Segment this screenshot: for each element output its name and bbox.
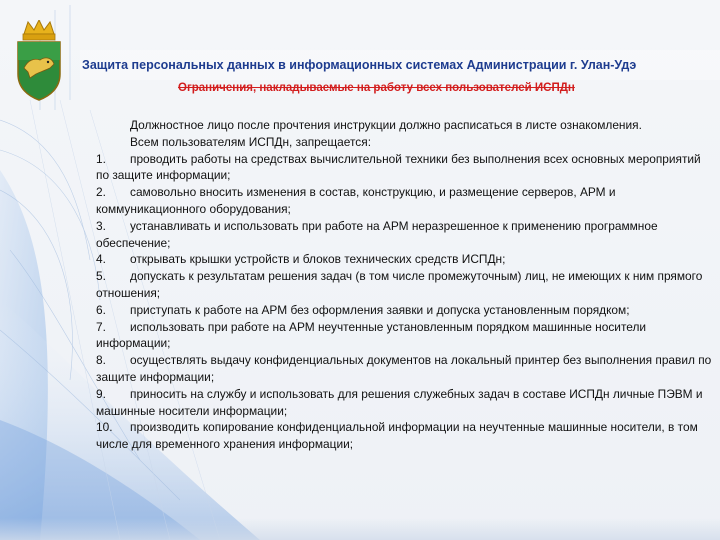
list-item-number: 9. xyxy=(96,386,106,401)
list-item-text: открывать крышки устройств и блоков технических средств ИСПДн; xyxy=(130,252,506,267)
list-item-text: допускать к результатам решения задач (в том числе промежуточным) лиц, не имеющих к ним прямого отношения; xyxy=(96,269,703,300)
list-item-text: производить копирование конфиденциальной информации на неучтенные машинные носители, в том числе для временного хранения информации; xyxy=(96,420,698,452)
section-subtitle: Ограничения, накладываемые на работу всех пользователей ИСПДн xyxy=(178,82,575,94)
intro-paragraph: Должностное лицо после прочтения инструкции должно расписаться в листе ознакомления. xyxy=(130,118,642,132)
footer-stripe xyxy=(0,518,720,540)
list-item-number: 2. xyxy=(96,185,106,200)
list-item xyxy=(96,386,712,420)
list-item xyxy=(96,218,712,252)
list-item-text: проводить работы на средствах вычислительной техники без выполнения всех основных мероприятий по защите информации; xyxy=(96,151,701,183)
instruction-text xyxy=(96,117,712,453)
city-emblem-icon xyxy=(10,20,68,102)
list-item-text: осуществлять выдачу конфиденциальных документов на локальный принтер без выполнения правил по защите информации; xyxy=(96,353,712,384)
list-item xyxy=(96,419,712,453)
list-item xyxy=(96,151,712,185)
list-item-number: 6. xyxy=(96,302,106,317)
list-item-text: самовольно вносить изменения в состав, конструкцию, и размещение серверов, АРМ и коммуникационного оборудования; xyxy=(96,185,616,216)
list-item-number: 10. xyxy=(96,420,113,435)
list-item xyxy=(96,319,712,353)
list-item xyxy=(96,302,712,319)
list-item-text: устанавливать и использовать при работе на АРМ неразрешенное к применению программное обеспечение; xyxy=(96,218,658,250)
list-item-text: приступать к работе на АРМ без оформления заявки и допуска установленным порядком; xyxy=(130,302,630,317)
list-item-number: 1. xyxy=(96,151,106,166)
page-title: Защита персональных данных в информационных системах Администрации г. Улан-Удэ xyxy=(82,58,637,72)
list-item-number: 4. xyxy=(96,252,106,267)
list-item-number: 7. xyxy=(96,319,106,334)
prohibited-list xyxy=(96,151,712,453)
list-item xyxy=(96,251,712,268)
prohibited-intro: Всем пользователям ИСПДн, запрещается: xyxy=(130,134,371,149)
list-item-text: использовать при работе на АРМ неучтенные установленным порядком машинные носители информации; xyxy=(96,319,647,351)
list-item-number: 8. xyxy=(96,353,106,368)
list-item-number: 5. xyxy=(96,269,106,284)
list-item xyxy=(96,268,712,302)
list-item-text: приносить на службу и использовать для решения служебных задач в составе ИСПДн личные ПЭВМ и машинные носители информации; xyxy=(96,386,703,418)
list-item xyxy=(96,184,712,218)
list-item xyxy=(96,352,712,386)
list-item-number: 3. xyxy=(96,218,106,233)
